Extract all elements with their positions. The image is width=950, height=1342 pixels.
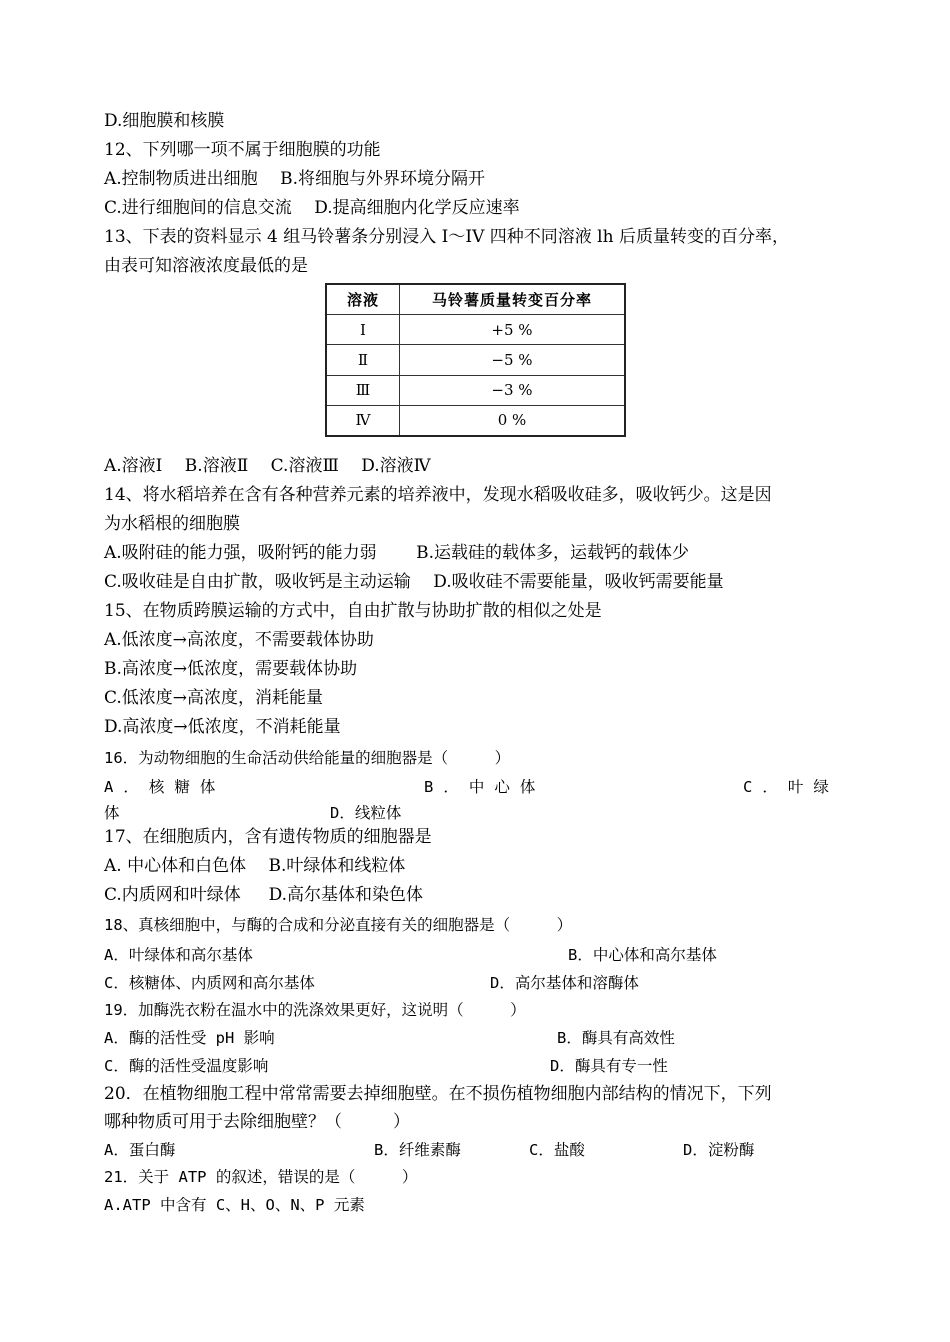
q19-option-b: B．酶具有高效性 xyxy=(557,1029,675,1047)
table-cell: Ⅳ xyxy=(326,405,400,436)
table-header-cell: 溶液 xyxy=(326,284,400,315)
q15-option-a: A.低浓度→高浓度，不需要载体协助 xyxy=(104,630,374,650)
potato-solution-table xyxy=(325,283,626,437)
q21-option-a: A.ATP 中含有 C、H、O、N、P 元素 xyxy=(104,1196,365,1214)
q12-options-ab: A.控制物质进出细胞 B.将细胞与外界环境分隔开 xyxy=(104,169,485,189)
q20-option-b: B．纤维素酶 xyxy=(374,1141,461,1159)
q13-stem-line2: 由表可知溶液浓度最低的是 xyxy=(104,256,308,276)
q20-option-a: A．蛋白酶 xyxy=(104,1141,176,1159)
q14-options-cd: C.吸收硅是自由扩散，吸收钙是主动运输 D.吸收硅不需要能量，吸收钙需要能量 xyxy=(104,572,724,592)
table-cell: Ⅰ xyxy=(326,315,400,345)
q13-options: A.溶液Ⅰ B.溶液Ⅱ C.溶液Ⅲ D.溶液Ⅳ xyxy=(104,456,431,476)
q12-options-cd: C.进行细胞间的信息交流 D.提高细胞内化学反应速率 xyxy=(104,198,520,218)
q19-option-d: D．酶具有专一性 xyxy=(550,1057,668,1075)
q18-stem: 18、真核细胞中，与酶的合成和分泌直接有关的细胞器是（ ） xyxy=(104,916,573,934)
q15-stem: 15、在物质跨膜运输的方式中，自由扩散与协助扩散的相似之处是 xyxy=(104,601,602,621)
q18-option-b: B．中心体和高尔基体 xyxy=(568,946,717,964)
q11-option-d: D.细胞膜和核膜 xyxy=(104,111,225,131)
q20-option-d: D．淀粉酶 xyxy=(683,1141,755,1159)
q17-options-cd: C.内质网和叶绿体 D.高尔基体和染色体 xyxy=(104,885,424,905)
table-header-row xyxy=(326,284,625,315)
table-cell: +5 % xyxy=(400,315,626,345)
table-cell: −3 % xyxy=(400,375,626,405)
table-header-cell: 马铃薯质量转变百分率 xyxy=(400,284,626,315)
q17-stem: 17、在细胞质内，含有遗传物质的细胞器是 xyxy=(104,827,432,847)
table-cell: Ⅲ xyxy=(326,375,400,405)
q16-stem: 16．为动物细胞的生命活动供给能量的细胞器是（ ） xyxy=(104,749,511,767)
q19-option-c: C．酶的活性受温度影响 xyxy=(104,1057,269,1075)
q16-option-b: B．中心体 xyxy=(424,778,546,796)
q16-option-a: A．核糖体 xyxy=(104,778,226,796)
q15-option-b: B.高浓度→低浓度，需要载体协助 xyxy=(104,659,358,679)
table-row xyxy=(326,375,625,405)
q16-option-c-cont: 体 xyxy=(104,804,120,822)
q20-option-c: C．盐酸 xyxy=(529,1141,585,1159)
q21-stem: 21．关于 ATP 的叙述，错误的是（ ） xyxy=(104,1168,418,1186)
q17-options-ab: A. 中心体和白色体 B.叶绿体和线粒体 xyxy=(104,856,406,876)
q14-stem-line2: 为水稻根的细胞膜 xyxy=(104,514,240,534)
q13-stem-line1: 13、下表的资料显示 4 组马铃薯条分别浸入 I～IV 四种不同溶液 lh 后质量转变的百分率， xyxy=(104,227,789,247)
table-cell: 0 % xyxy=(400,405,626,436)
q18-option-c: C．核糖体、内质网和高尔基体 xyxy=(104,974,315,992)
q20-stem-line1: 20．在植物细胞工程中常常需要去掉细胞壁。在不损伤植物细胞内部结构的情况下，下列 xyxy=(104,1084,772,1104)
table-row xyxy=(326,315,625,345)
table-row xyxy=(326,405,625,436)
q20-stem-line2: 哪种物质可用于去除细胞壁？（ ） xyxy=(104,1112,410,1132)
q14-stem-line1: 14、将水稻培养在含有各种营养元素的培养液中，发现水稻吸收硅多，吸收钙少。这是因 xyxy=(104,485,772,505)
table-row xyxy=(326,345,625,375)
q16-option-c: C．叶绿 xyxy=(743,778,839,796)
q15-option-c: C.低浓度→高浓度，消耗能量 xyxy=(104,688,324,708)
q12-stem: 12、下列哪一项不属于细胞膜的功能 xyxy=(104,140,381,160)
q16-option-d: D．线粒体 xyxy=(330,804,402,822)
q18-option-d: D．高尔基体和溶酶体 xyxy=(490,974,639,992)
q15-option-d: D.高浓度→低浓度，不消耗能量 xyxy=(104,717,341,737)
table-cell: −5 % xyxy=(400,345,626,375)
q19-option-a: A．酶的活性受 pH 影响 xyxy=(104,1029,275,1047)
q19-stem: 19．加酶洗衣粉在温水中的洗涤效果更好，这说明（ ） xyxy=(104,1001,526,1019)
q14-options-ab: A.吸附硅的能力强，吸附钙的能力弱 B.运载硅的载体多，运载钙的载体少 xyxy=(104,543,689,563)
table-cell: Ⅱ xyxy=(326,345,400,375)
q18-option-a: A．叶绿体和高尔基体 xyxy=(104,946,253,964)
